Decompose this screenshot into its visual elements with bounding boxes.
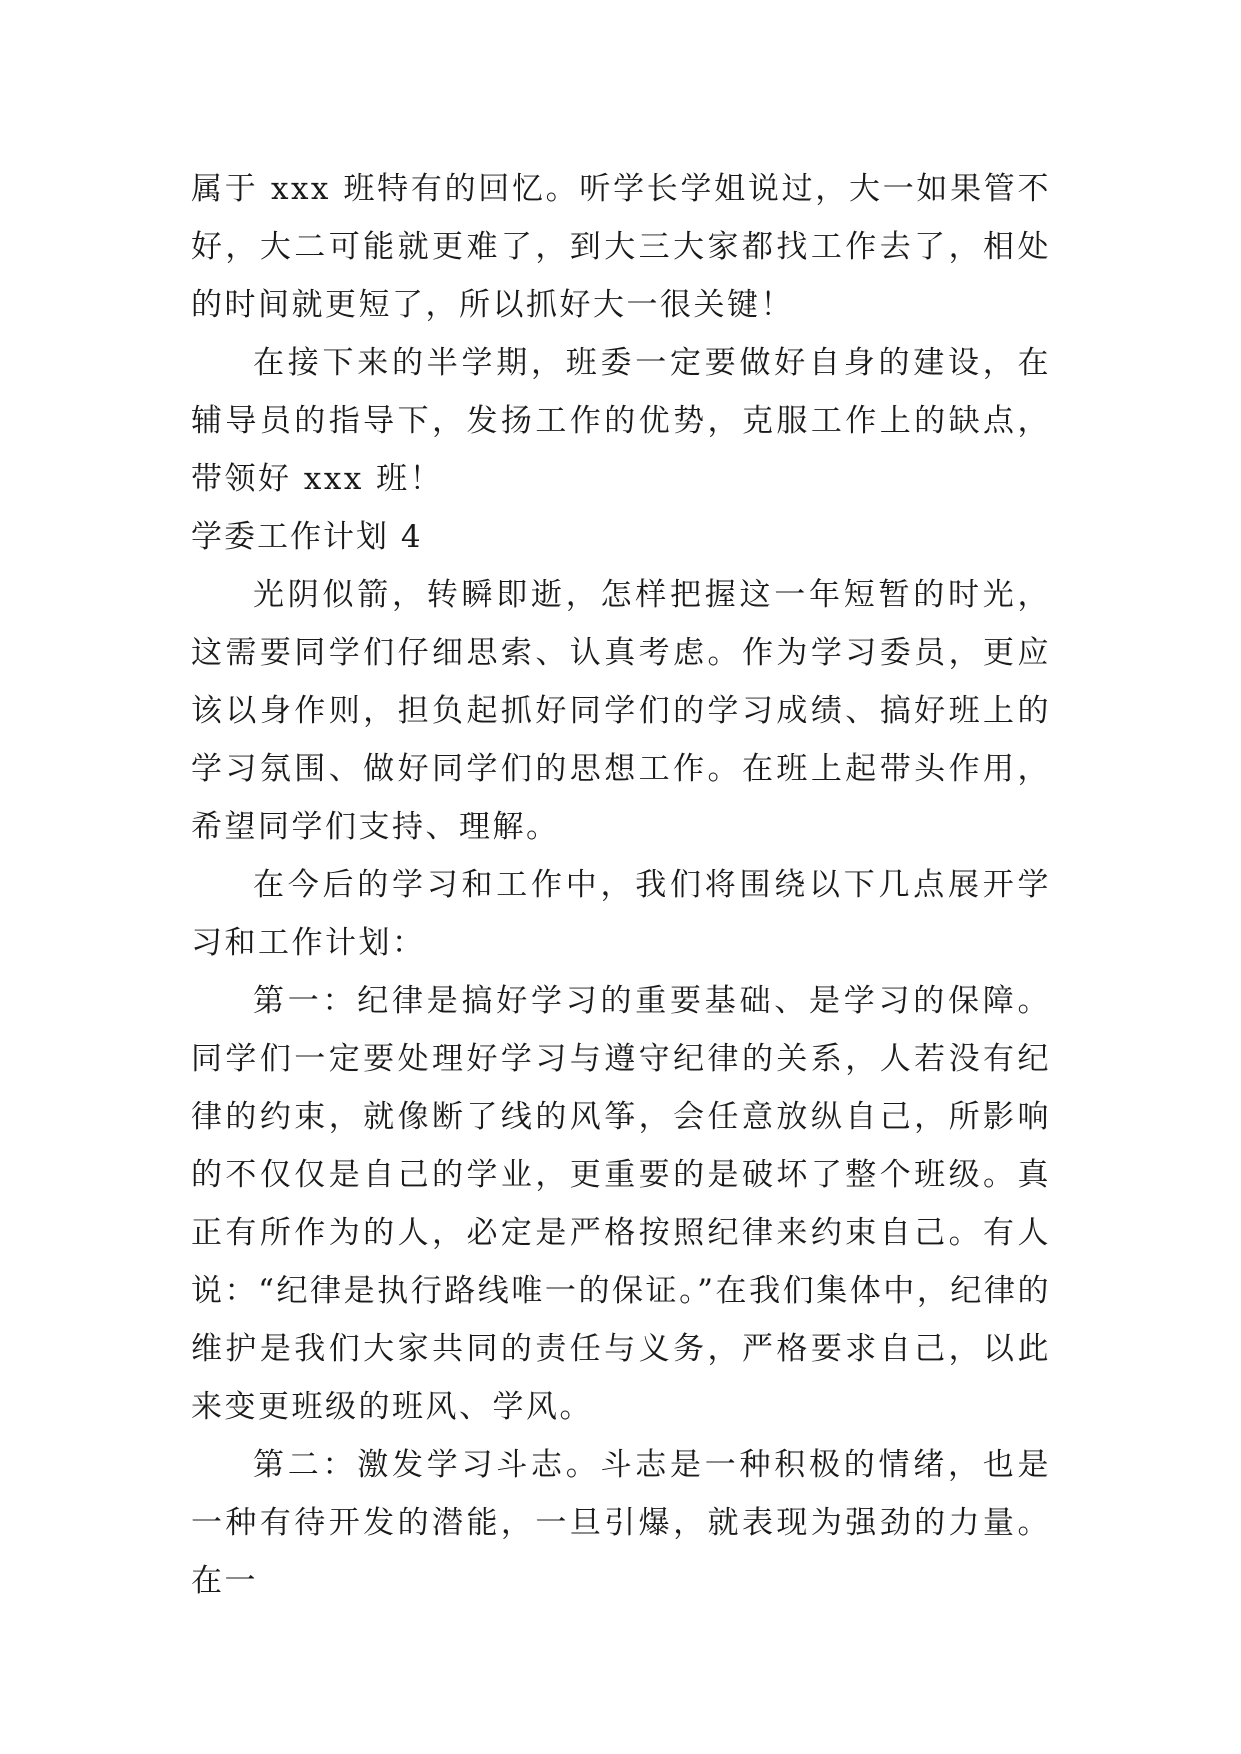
paragraph-intro: 光阴似箭，转瞬即逝，怎样把握这一年短暂的时光，这需要同学们仔细思索、认真考虑。作为学习委员，更应该以身作则，担负起抓好同学们的学习成绩、搞好班上的学习氛围、做好同学们的思想工作。在班上起带头作用，希望同学们支持、理解。 — [191, 577, 1051, 845]
document-body — [191, 160, 1051, 1610]
paragraph-next-semester: 在接下来的半学期，班委一定要做好自身的建设，在辅导员的指导下，发扬工作的优势，克服工作上的缺点，带领好 xxx 班！ — [191, 345, 1051, 497]
paragraph-second-point: 第二：激发学习斗志。斗志是一种积极的情绪，也是一种有待开发的潜能，一旦引爆，就表现为强劲的力量。在一 — [191, 1447, 1051, 1599]
paragraph-continued: 属于 xxx 班特有的回忆。听学长学姐说过，大一如果管不好，大二可能就更难了，到大三大家都找工作去了，相处的时间就更短了，所以抓好大一很关键！ — [191, 171, 1051, 323]
section-title: 学委工作计划 4 — [191, 519, 423, 555]
paragraph-first-point: 第一：纪律是搞好学习的重要基础、是学习的保障。同学们一定要处理好学习与遵守纪律的关系，人若没有纪律的约束，就像断了线的风筝，会任意放纵自己，所影响的不仅仅是自己的学业，更重要的是破坏了整个班级。真正有所作为的人，必定是严格按照纪律来约束自己。有人说：“纪律是执行路线唯一的保证。”在我们集体中，纪律的维护是我们大家共同的责任与义务，严格要求自己，以此来变更班级的班风、学风。 — [191, 983, 1051, 1425]
paragraph-plan-lead: 在今后的学习和工作中，我们将围绕以下几点展开学习和工作计划： — [191, 867, 1051, 961]
